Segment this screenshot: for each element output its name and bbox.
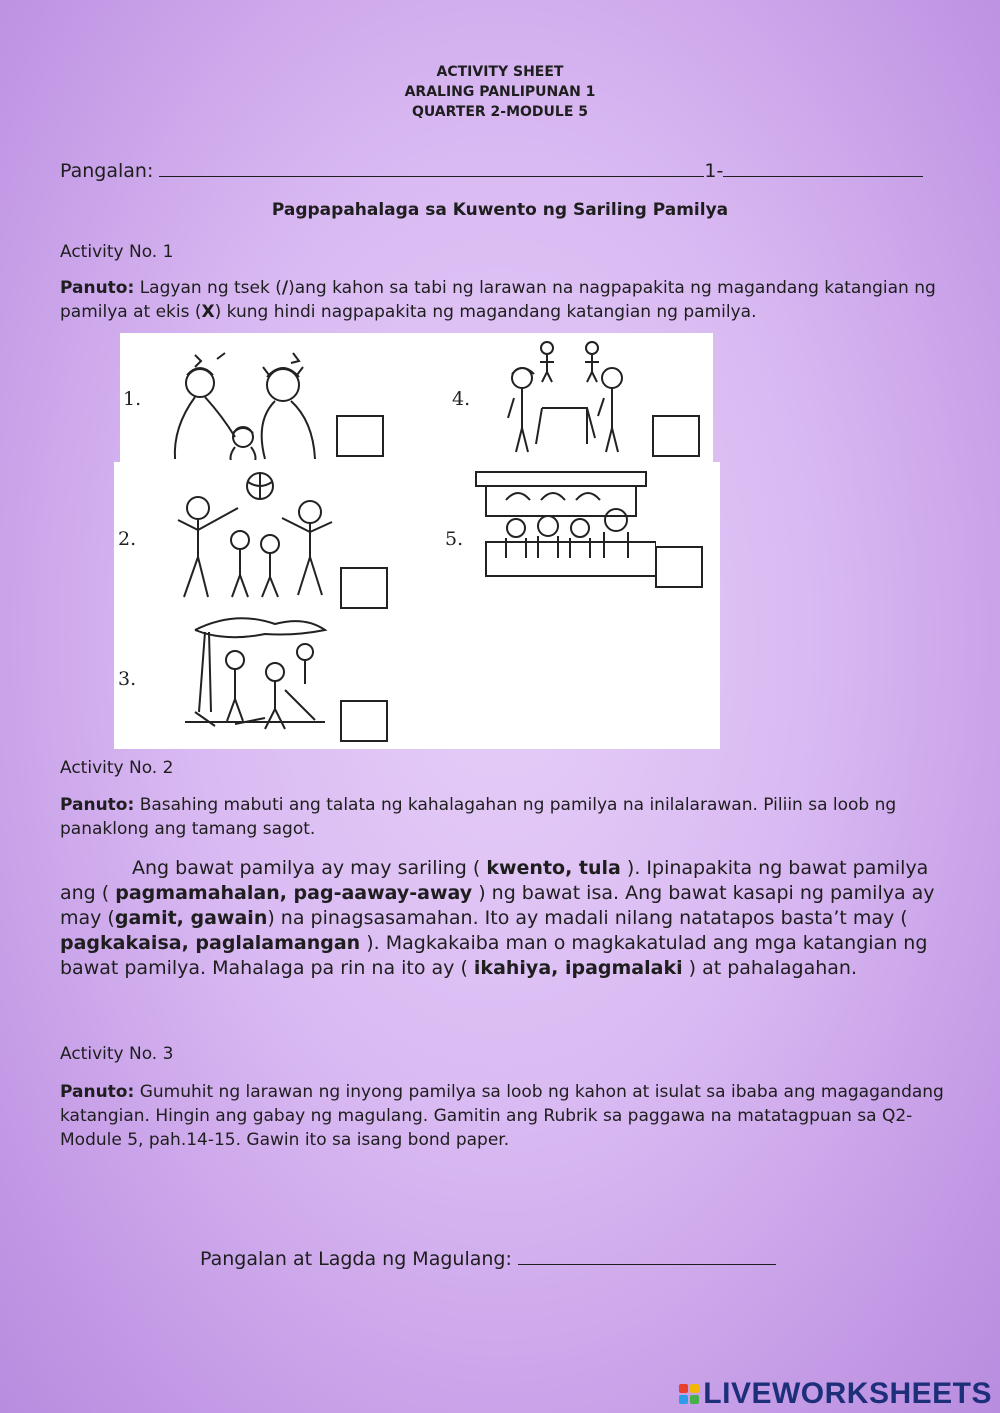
answer-box-1[interactable]: [336, 415, 384, 457]
liveworksheets-logo: [679, 1377, 992, 1411]
liveworksheets-logo-icon: [679, 1384, 699, 1404]
liveworksheets-logo-text: LIVEWORKSHEETS: [703, 1377, 992, 1410]
choice-4[interactable]: pagkakaisa, paglalamangan: [60, 932, 361, 954]
paragraph-text-2: ). Ipinapakita ng bawat pamilya ang (: [60, 857, 929, 904]
activity3-panuto-text: Gumuhit ng larawan ng inyong pamilya sa loob ng kahon at isulat sa ibaba ang magagandang katangian. Hingin ang gabay ng magulang. Gamitin ang Rubrik sa paggawa na matatagpuan sa Q2-Module 5, pah.14-15. Gawin ito sa isang bond paper.: [60, 1082, 944, 1150]
paragraph-text-3: ) ng bawat isa. Ang bawat kasapi ng pamilya ay may (: [60, 882, 935, 929]
header-line-3: QUARTER 2-MODULE 5: [411, 104, 589, 120]
parent-signature-line[interactable]: [518, 1246, 776, 1265]
name-label: Pangalan:: [60, 160, 154, 182]
name-field: [60, 158, 940, 184]
panuto-text-1: Lagyan ng tsek (: [139, 278, 282, 298]
name-input-line[interactable]: [159, 158, 704, 177]
answer-box-2[interactable]: [340, 567, 388, 609]
answer-box-4[interactable]: [652, 415, 700, 457]
item-number-3: 3.: [118, 668, 137, 690]
page-title: Pagpapahalaga sa Kuwento ng Sariling Pamilya: [271, 200, 729, 220]
item-number-5: 5.: [445, 528, 464, 550]
answer-box-3[interactable]: [340, 700, 388, 742]
paragraph-text-6: ) at pahalagahan.: [682, 957, 858, 979]
illustration-family-at-church: [466, 470, 656, 580]
paragraph-text-5: ). Magkakaiba man o magkakatulad ang mga katangian ng bawat pamilya. Mahalaga pa rin na ito ay (: [60, 932, 928, 979]
x-mark-symbol: X: [201, 302, 215, 322]
panuto-label-3: Panuto:: [60, 1082, 135, 1102]
section-prefix: 1-: [704, 160, 724, 182]
answer-box-5[interactable]: [655, 546, 703, 588]
illustration-family-quarrel: [165, 345, 335, 460]
panuto-text-2: )ang kahon sa tabi ng larawan na nagpapakita ng magandang katangian ng pamilya at ekis (: [60, 278, 936, 322]
check-mark-symbol: /: [281, 278, 289, 298]
activity2-heading: Activity No. 2: [60, 758, 174, 778]
illustration-family-playing-ball: [160, 470, 350, 605]
item-number-4: 4.: [452, 388, 471, 410]
choice-2[interactable]: pagmamahalan, pag-aaway-away: [115, 882, 473, 904]
item-number-1: 1.: [123, 388, 142, 410]
panuto-label-2: Panuto:: [60, 795, 135, 815]
choice-5[interactable]: ikahiya, ipagmalaki: [473, 957, 683, 979]
activity2-panuto-text: Basahing mabuti ang talata ng kahalagahan ng pamilya na inilalarawan. Piliin sa loob ng panaklong ang tamang sagot.: [60, 795, 897, 839]
header-line-1: ACTIVITY SHEET: [436, 64, 564, 80]
activity1-instructions: [60, 276, 950, 324]
activity3-heading: Activity No. 3: [60, 1044, 174, 1064]
illustration-family-argue: [492, 338, 642, 458]
panuto-text-3: ) kung hindi nagpapakita ng magandang katangian ng pamilya.: [214, 302, 757, 322]
header-line-2: ARALING PANLIPUNAN 1: [404, 84, 596, 100]
parent-signature-label: Pangalan at Lagda ng Magulang:: [200, 1248, 512, 1270]
paragraph-text-1: Ang bawat pamilya ay may sariling (: [132, 857, 487, 879]
choice-1[interactable]: kwento, tula: [486, 857, 621, 879]
activity2-instructions: [60, 793, 950, 841]
paragraph-text-4: ) na pinagsasamahan. Ito ay madali nilang natatapos basta’t may (: [267, 907, 908, 929]
illustration-family-cleaning: [175, 612, 335, 742]
item-number-2: 2.: [118, 528, 137, 550]
activity3-instructions: [60, 1080, 950, 1152]
choice-3[interactable]: gamit, gawain: [114, 907, 268, 929]
section-input-line[interactable]: [723, 158, 923, 177]
parent-signature-field: [200, 1246, 776, 1272]
activity2-paragraph: [60, 856, 945, 981]
activity1-heading: Activity No. 1: [60, 242, 174, 262]
panuto-label: Panuto:: [60, 278, 135, 298]
